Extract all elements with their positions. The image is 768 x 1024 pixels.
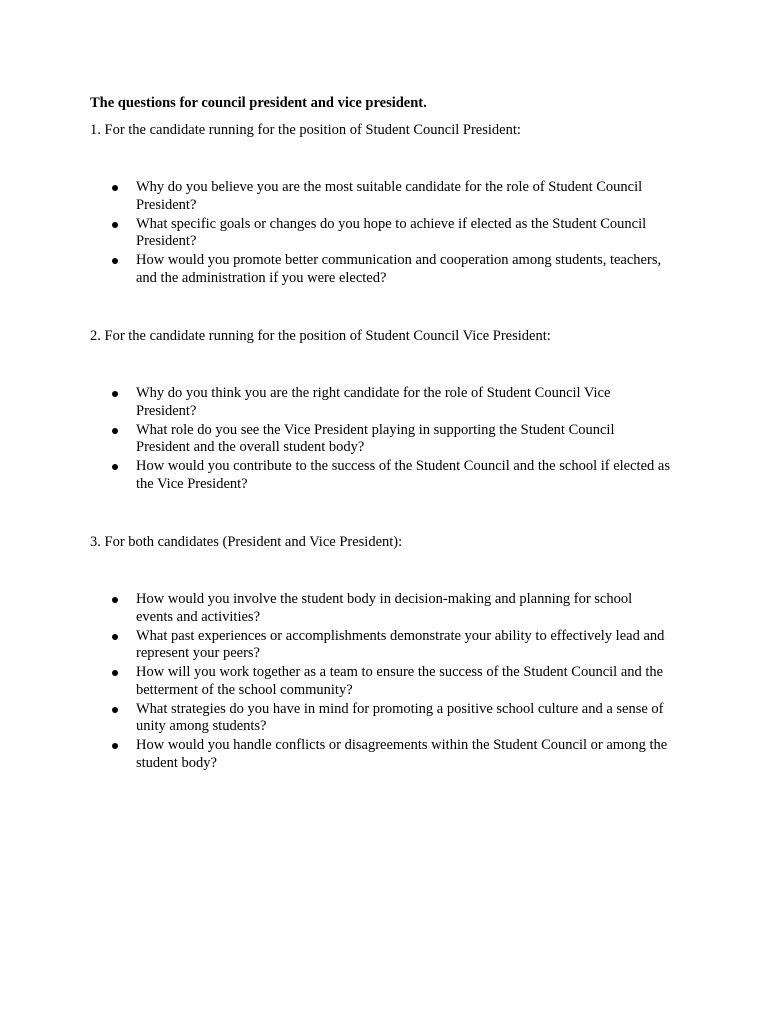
- list-item: [112, 664, 672, 699]
- bullet-icon: [112, 185, 118, 191]
- question-text: What role do you see the Vice President playing in supporting the Student Council President and the overall student body?: [136, 421, 615, 455]
- section-heading-vice-president: 2. For the candidate running for the position of Student Council Vice President:: [90, 328, 551, 344]
- list-item: [112, 628, 672, 663]
- bullet-icon: [112, 391, 118, 397]
- question-text: How will you work together as a team to ensure the success of the Student Council and the betterment of the school community?: [136, 664, 664, 698]
- list-item: [112, 422, 672, 457]
- question-text: What specific goals or changes do you hope to achieve if elected as the Student Council President?: [136, 215, 647, 249]
- list-item: [112, 737, 672, 772]
- list-item: [112, 385, 672, 420]
- list-item: [112, 458, 672, 493]
- bullet-icon: [112, 597, 118, 603]
- bullet-icon: [112, 428, 118, 434]
- question-text: Why do you believe you are the most suitable candidate for the role of Student Council President?: [136, 179, 643, 213]
- question-text: Why do you think you are the right candidate for the role of Student Council Vice President?: [136, 385, 611, 419]
- question-text: What strategies do you have in mind for promoting a positive school culture and a sense of unity among students?: [136, 700, 664, 734]
- question-list-president: [112, 179, 672, 289]
- bullet-icon: [112, 222, 118, 228]
- question-text: How would you handle conflicts or disagreements within the Student Council or among the student body?: [136, 737, 668, 771]
- list-item: [112, 591, 672, 626]
- section-heading-president: 1. For the candidate running for the position of Student Council President:: [90, 122, 521, 138]
- question-list-both-candidates: [112, 591, 672, 774]
- list-item: [112, 179, 672, 214]
- bullet-icon: [112, 707, 118, 713]
- question-text: What past experiences or accomplishments demonstrate your ability to effectively lead and represent your peers?: [136, 627, 665, 661]
- question-text: How would you contribute to the success of the Student Council and the school if elected as the Vice President?: [136, 458, 670, 492]
- section-heading-both-candidates: 3. For both candidates (President and Vice President):: [90, 534, 403, 550]
- bullet-icon: [112, 743, 118, 749]
- bullet-icon: [112, 464, 118, 470]
- question-text: How would you promote better communication and cooperation among students, teachers, and the administration if you were elected?: [136, 252, 662, 286]
- question-text: How would you involve the student body in decision-making and planning for school events and activities?: [136, 591, 633, 625]
- list-item: [112, 701, 672, 736]
- bullet-icon: [112, 258, 118, 264]
- bullet-icon: [112, 634, 118, 640]
- question-list-vice-president: [112, 385, 672, 495]
- bullet-icon: [112, 670, 118, 676]
- list-item: [112, 252, 672, 287]
- list-item: [112, 216, 672, 251]
- document-title: The questions for council president and vice president.: [90, 95, 427, 111]
